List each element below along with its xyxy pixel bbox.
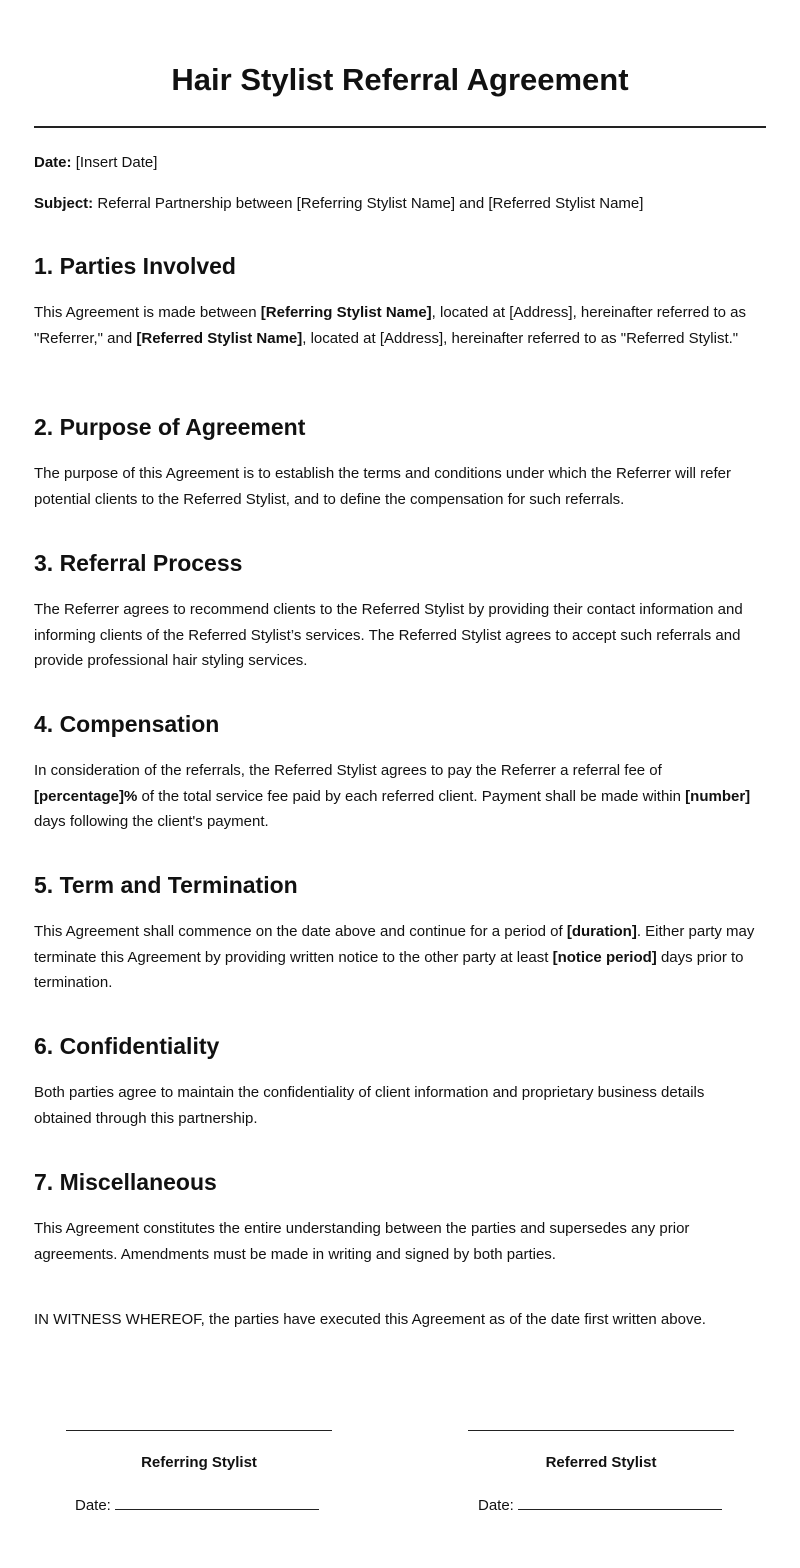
text-run: days prior to termination. (34, 948, 744, 991)
signature-date-label: Date: (478, 1497, 514, 1514)
placeholder-notice-period: [notice period] (552, 948, 657, 966)
signature-date-label: Date: (75, 1497, 111, 1514)
text-run: This Agreement is made between (34, 304, 261, 321)
subject-label: Subject: (34, 195, 94, 212)
section-heading-purpose: 2. Purpose of Agreement (34, 414, 306, 440)
section-text-confidentiality: Both parties agree to maintain the confidentiality of client information and proprietary business details obtained through this partnership. (34, 1084, 705, 1127)
placeholder-duration: [duration] (566, 923, 637, 940)
text-run: of the total service fee paid by each referred client. Payment shall be made within (137, 787, 686, 805)
placeholder-number: [number] (685, 787, 751, 805)
placeholder-percentage: [percentage]% (34, 787, 138, 805)
signature-date-blank (115, 1495, 319, 1510)
signature-line-referring (66, 1430, 332, 1431)
document-title: Hair Stylist Referral Agreement (171, 62, 629, 97)
title-divider (34, 126, 766, 128)
date-value: [Insert Date] (75, 154, 158, 171)
section-text-purpose: The purpose of this Agreement is to establish the terms and conditions under which the Referrer will refer potential clients to the Referred Stylist, and to define the compensation for such referrals. (34, 465, 732, 508)
section-text-miscellaneous: This Agreement constitutes the entire understanding between the parties and supersedes any prior agreements. Amendments must be made in writing and signed by both parties. (34, 1220, 690, 1263)
text-run: days following the client's payment. (34, 813, 269, 830)
placeholder-referred-name: [Referred Stylist Name] (136, 329, 303, 347)
text-run: , located at [Address], hereinafter referred to as "Referred Stylist." (302, 329, 739, 347)
text-run: In consideration of the referrals, the Referred Stylist agrees to pay the Referrer a referral fee of (34, 762, 662, 779)
text-run: This Agreement shall commence on the date above and continue for a period of (34, 923, 567, 940)
text-run: . Either party may terminate this Agreement by providing written notice to the other party at least (34, 923, 755, 966)
signature-line-referred (468, 1430, 734, 1431)
section-heading-confidentiality: 6. Confidentiality (34, 1033, 220, 1059)
subject-value: Referral Partnership between [Referring Stylist Name] and [Referred Stylist Name] (97, 195, 644, 212)
signature-role-referred: Referred Stylist (545, 1454, 657, 1471)
section-text-term (34, 919, 766, 996)
section-heading-process: 3. Referral Process (34, 550, 243, 576)
section-text-process: The Referrer agrees to recommend clients to the Referred Stylist by providing their contact information and informing clients of the Referred Stylist’s services. The Referred Stylist agrees to accept such referrals and provide professional hair styling services. (34, 601, 743, 669)
section-heading-parties: 1. Parties Involved (34, 253, 236, 279)
signature-date-blank (518, 1495, 722, 1510)
section-heading-term: 5. Term and Termination (34, 872, 298, 898)
date-label: Date: (34, 154, 72, 171)
signature-date-referring (75, 1495, 319, 1516)
section-heading-compensation: 4. Compensation (34, 711, 220, 737)
section-text-parties (34, 300, 766, 351)
section-heading-miscellaneous: 7. Miscellaneous (34, 1169, 217, 1195)
signature-date-referred (478, 1495, 722, 1516)
placeholder-referring-name: [Referring Stylist Name] (260, 304, 432, 321)
witness-statement: IN WITNESS WHEREOF, the parties have executed this Agreement as of the date first written above. (34, 1311, 706, 1328)
date-line (34, 153, 157, 173)
section-text-compensation (34, 758, 766, 835)
text-run: , located at [Address], hereinafter referred to as "Referrer," and (34, 304, 747, 347)
subject-line (34, 194, 643, 214)
signature-role-referring: Referring Stylist (141, 1454, 257, 1471)
